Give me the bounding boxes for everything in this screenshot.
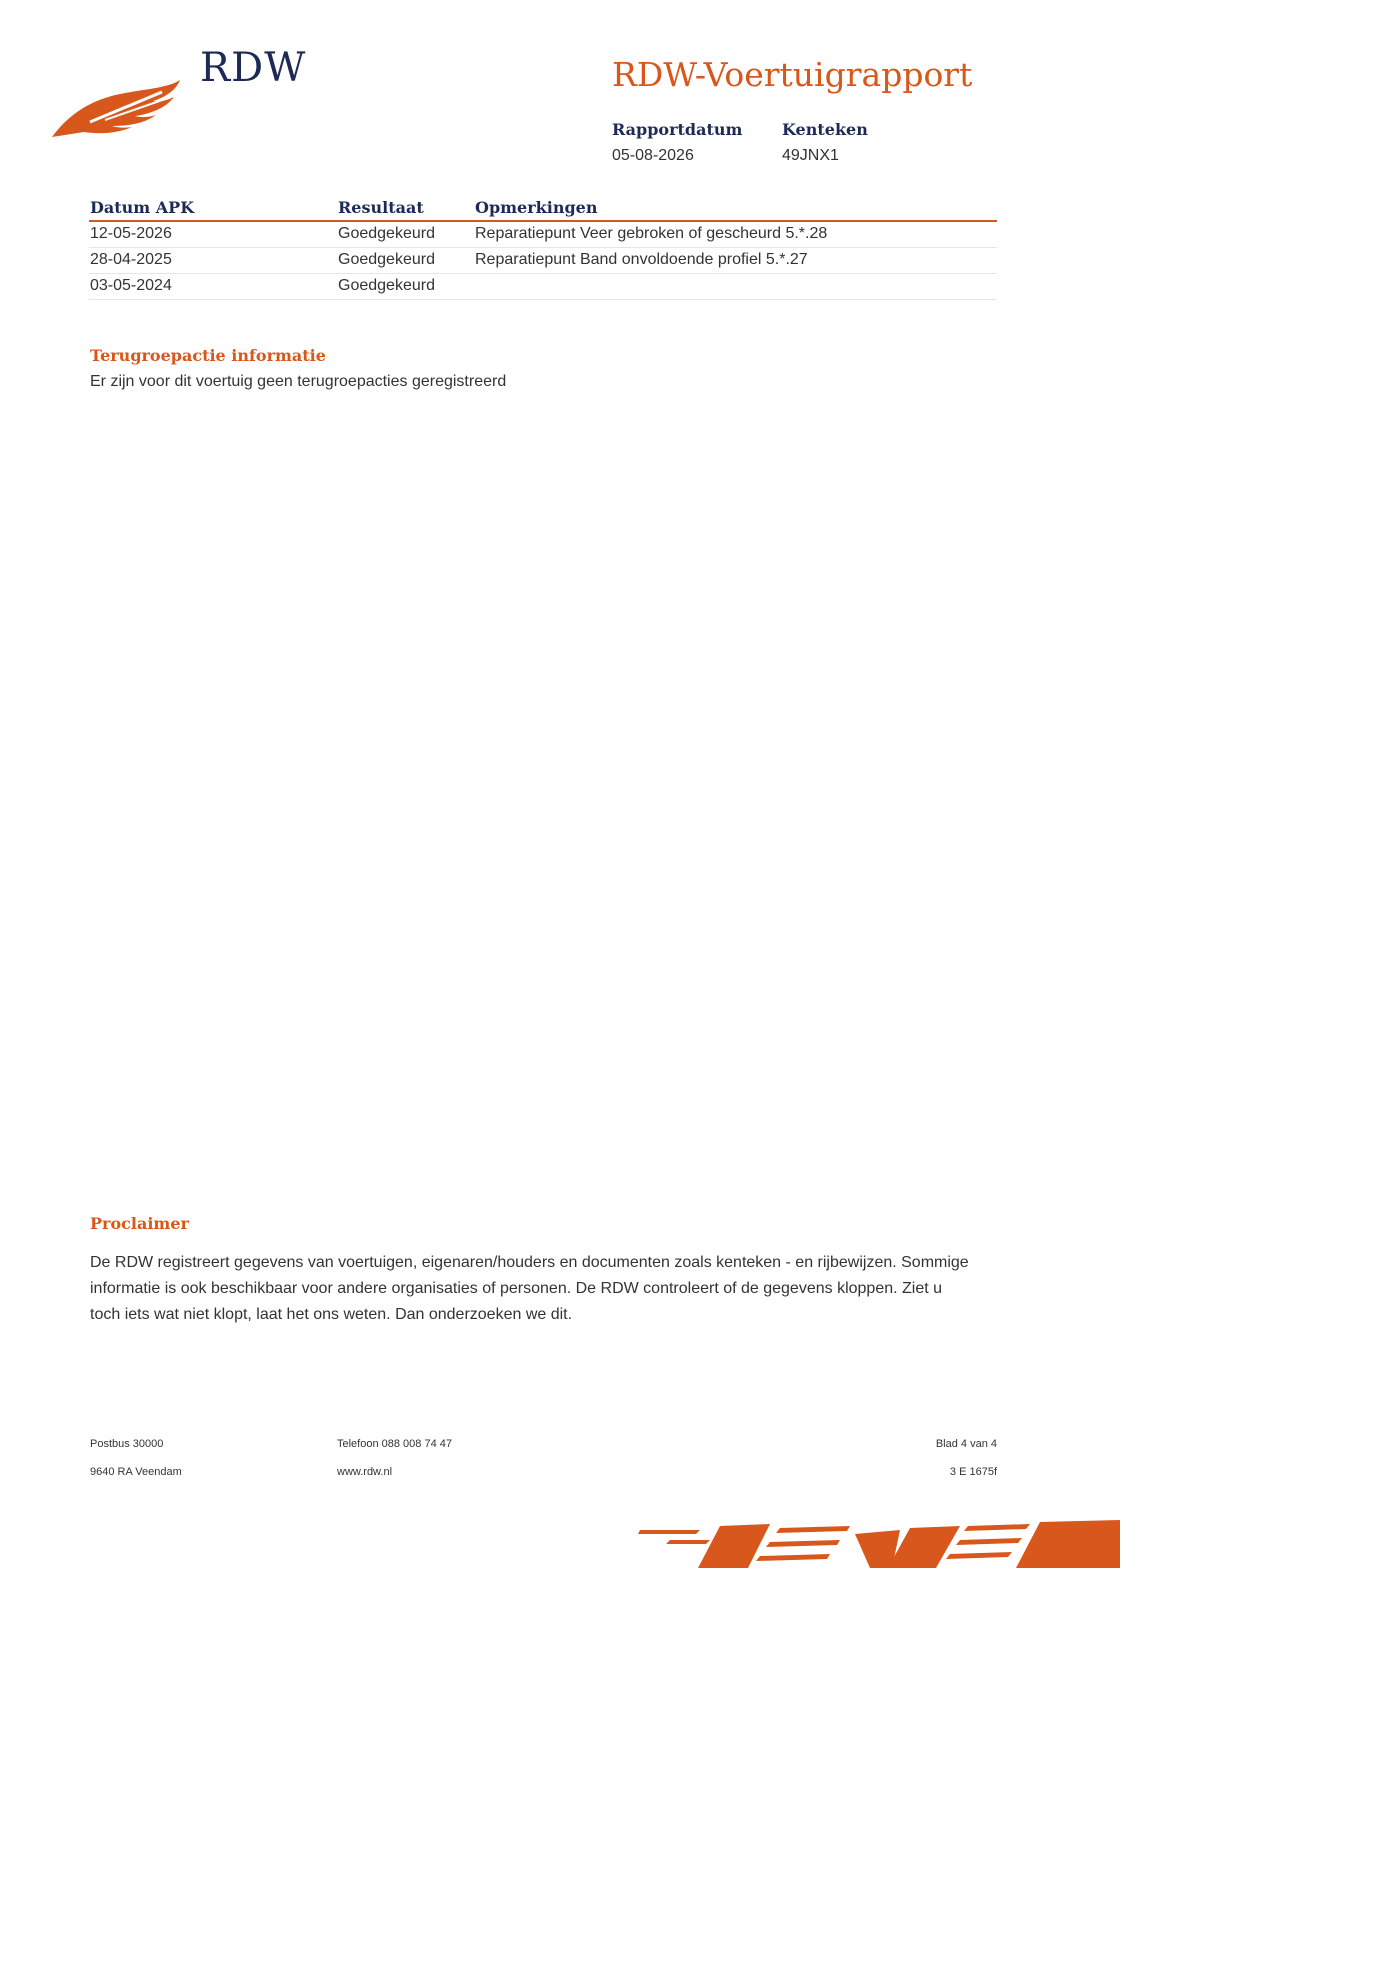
cell-date: 03-05-2024 [89,274,337,300]
apk-table [89,196,997,300]
cell-result: Goedgekeurd [337,248,474,274]
rdw-feather-icon [50,70,185,145]
footer-phone: Telefoon 088 008 74 47 [337,1438,452,1450]
table-row [89,274,997,300]
report-date-block [612,120,742,165]
footer-document-code: 3 E 1675f [949,1466,997,1478]
cell-remarks: Reparatiepunt Band onvoldoende profiel 5.*.27 [474,248,997,274]
decorative-stripes-icon [630,1520,1120,1568]
cell-date: 12-05-2026 [89,221,337,248]
table-row [89,248,997,274]
cell-date: 28-04-2025 [89,248,337,274]
header-datum-apk: Datum APK [89,196,337,221]
cell-remarks [474,274,997,300]
logo-text: RDW [200,45,307,91]
recall-text: Er zijn voor dit voertuig geen terugroepacties geregistreerd [90,373,507,390]
footer-website[interactable]: www.rdw.nl [337,1466,393,1478]
table-row [89,221,997,248]
cell-remarks: Reparatiepunt Veer gebroken of gescheurd 5.*.28 [474,221,997,248]
proclaimer-title: Proclaimer [90,1214,189,1233]
report-title: RDW-Voertuigrapport [612,55,973,94]
cell-result: Goedgekeurd [337,221,474,248]
proclaimer-text: De RDW registreert gegevens van voertuigen, eigenaren/houders en documenten zoals kenteken - en rijbewijzen. Sommige informatie is ook beschikbaar voor andere organisaties of personen. De RDW controleert of de gegevens kloppen. Ziet u toch iets wat niet klopt, laat het ons weten. Dan onderzoeken we dit. [90,1254,969,1323]
header-resultaat: Resultaat [337,196,474,221]
report-date-label: Rapportdatum [612,120,743,139]
footer-city: 9640 RA Veendam [90,1466,182,1478]
recall-title: Terugroepactie informatie [90,346,326,365]
report-date-value: 05-08-2026 [612,147,694,164]
footer-postbus: Postbus 30000 [90,1438,164,1450]
plate-value: 49JNX1 [782,147,839,164]
plate-label: Kenteken [782,120,868,139]
footer-page-number: Blad 4 van 4 [935,1438,997,1450]
apk-table-header [89,196,997,221]
header-opmerkingen: Opmerkingen [474,196,997,221]
plate-block [782,120,868,165]
cell-result: Goedgekeurd [337,274,474,300]
